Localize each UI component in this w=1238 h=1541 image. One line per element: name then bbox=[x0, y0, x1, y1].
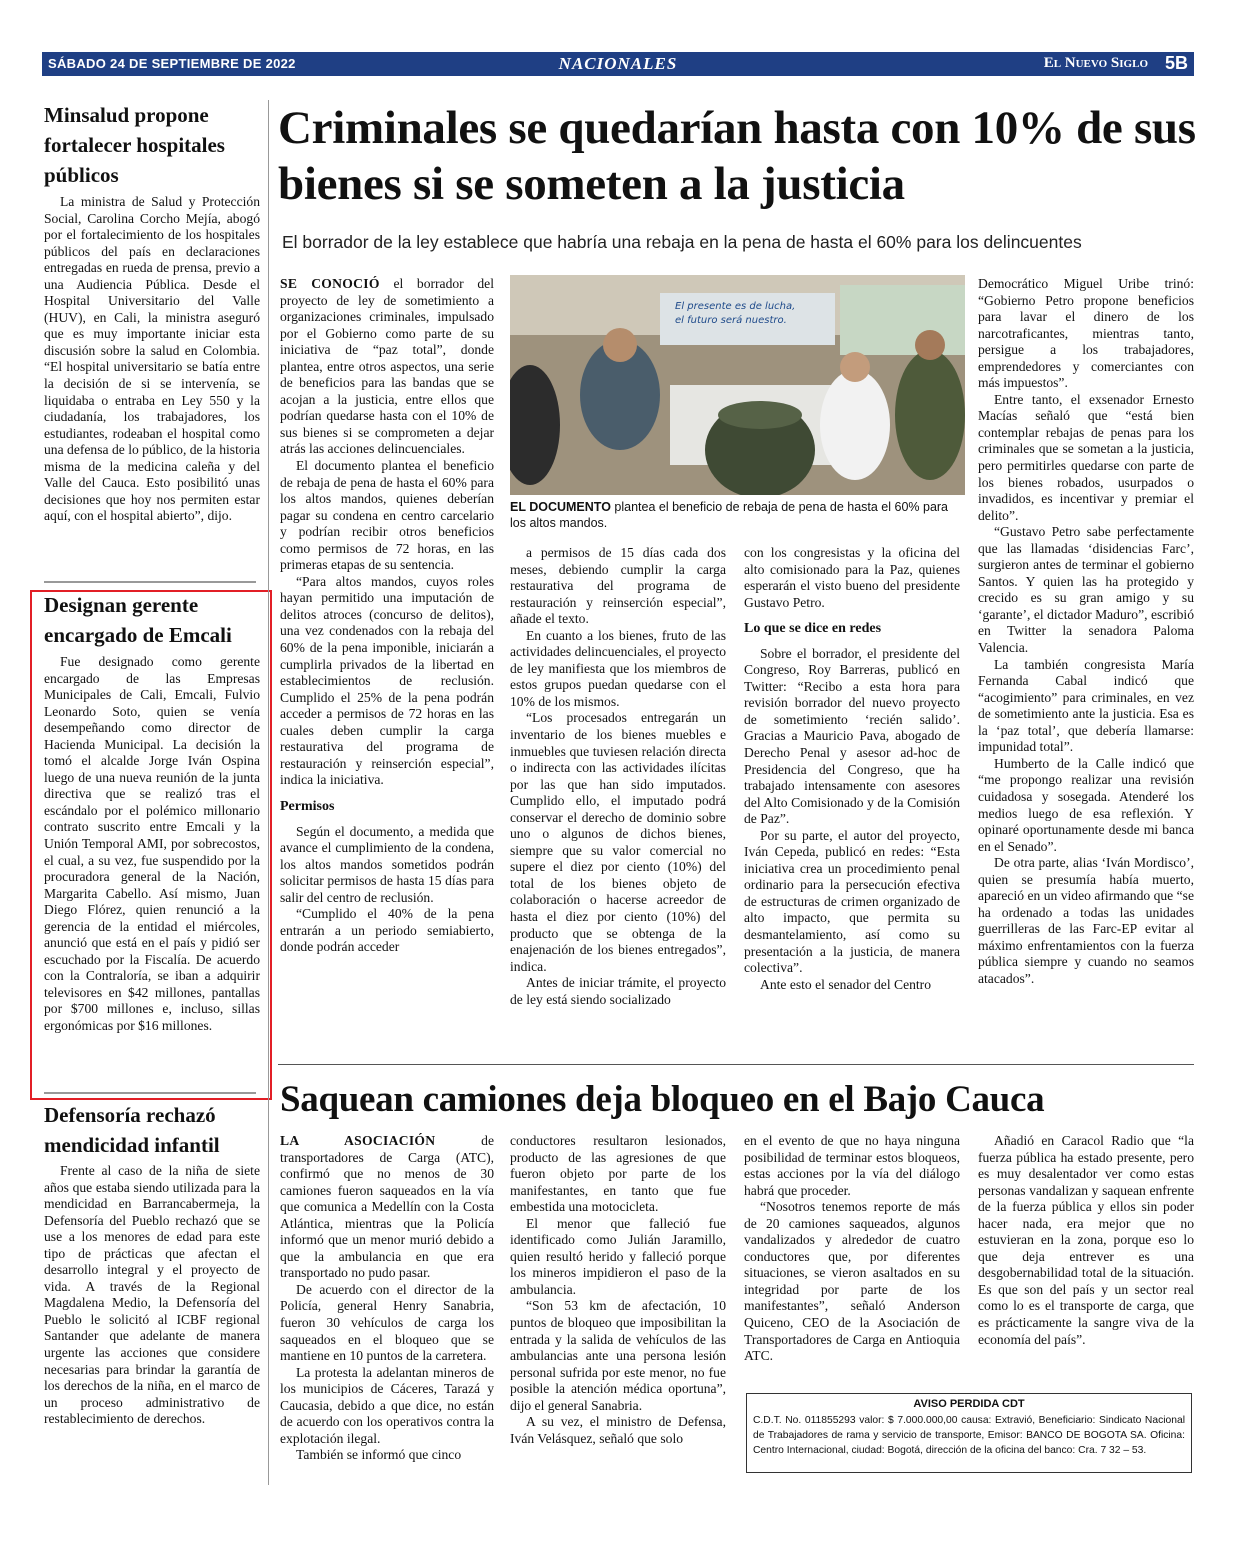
main-lead-paragraph bbox=[280, 276, 494, 458]
paragraph: Añadió en Caracol Radio que “la fuerza pública ha estado presente, pero es muy desalentador ver como estas personas vandalizan y saquean enfrente de la fuerza pública y ellos sin poder hacer nada, era mejor que no estuvieran en la zona, porque eso lo que deja entrever es una desgobernabilidad total de la situación. Es que son del país y un sector real como lo es el transporte de carga, que es prácticamente la sangre viva de la economía del país”. bbox=[978, 1133, 1194, 1347]
paragraph: Por su parte, el autor del proyecto, Iván Cepeda, publicó en redes: “Esta iniciativa crea un procedimiento penal ordinario para la persecución efectiva de estructuras de crimen organizado de alto impacto, que permita su desmantelamiento, así como su presentación a la justicia, de manera colectiva”. bbox=[744, 827, 960, 976]
paragraph: Ante esto el senador del Centro bbox=[760, 976, 932, 992]
paragraph: De otra parte, alias ‘Iván Mordisco’, quien se presumía había muerto, apareció en un video afirmando que “se ha ordenado a todas las unidades guerrilleras de las Farc-EP evitar al máximo enfrentamientos con la fuerza pública siempre y cuando no seamos atacados”. bbox=[978, 855, 1194, 986]
lead-word: LA ASOCIACIÓN bbox=[280, 1133, 436, 1148]
paragraph: Fue designado como gerente encargado de las Empresas Municipales de Cali, Emcali, Fulvio Leonardo Soto, quien se venía desempeñando como director de Hacienda Municipal. La decisión la tomó el alcalde Jorge Iván Ospina luego de una nueva reunión de la junta directiva que se realizó tras el escándalo por el polémico millonario contrato suscrito entre Emcali y la Unión Temporal AMI, por sobrecostos, el cual, a su vez, fue suspendido por la procuradora general de la Nación, Margarita Cabello. Así mismo, Juan Diego Flórez, quien renunció a la gerencia de la entidad el miércoles, anunció que está en el país y pidió ser escuchado por la Fiscalía. De acuerdo con la Contraloría, se iban a adquirir televisores en $42 millones, pantallas por $700 millones e, incluso, sillas ergonómicas por $16 millones. bbox=[44, 654, 260, 1034]
lead-word: SE CONOCIÓ bbox=[280, 276, 380, 291]
second-col-2 bbox=[510, 1133, 726, 1447]
paragraph: conductores resultaron lesionados, producto de las agresiones de que fueron objeto por parte de los manifestantes, en tanto que fue embestida una motocicleta. bbox=[510, 1133, 726, 1215]
side2-body bbox=[44, 654, 260, 1035]
photo-caption bbox=[510, 499, 965, 531]
aviso-body: C.D.T. No. 011855293 valor: $ 7.000.000,00 causa: Extravió, Beneficiario: Sindicato Nacional de Trabajadores de rama y servicio de transporte, Emisor: BANCO DE BOGOTA SA. Oficina: Centro Internacional, ciudad: Bogotá, dirección de la oficina del banco: Cra. 7 32 – 53. bbox=[753, 1415, 1185, 1456]
main-col-4 bbox=[978, 276, 1194, 988]
side-divider bbox=[44, 581, 256, 583]
issue-date: SÁBADO 24 DE SEPTIEMBRE DE 2022 bbox=[48, 56, 296, 71]
aviso-title: AVISO PERDIDA CDT bbox=[913, 1398, 1025, 1410]
side3-body bbox=[44, 1163, 260, 1428]
paragraph: Antes de iniciar trámite, el proyecto de ley está siendo socializado bbox=[510, 975, 726, 1007]
article-divider bbox=[278, 1064, 1194, 1065]
aviso-box bbox=[746, 1393, 1192, 1473]
side2-title: Designan gerente encargado de Emcali bbox=[44, 593, 232, 647]
lead-text: de transportadores de Carga (ATC), confirmó que no menos de 30 camiones fueron saqueados en la vía que comunica a Medellín con la Costa Atlántica, mientras que la Policía informó que un menor murió debido a que la ambulancia en que era transportado no pudo pasar. bbox=[280, 1133, 494, 1281]
side-divider bbox=[44, 1092, 256, 1094]
paragraph: De acuerdo con el director de la Policía, general Henry Sanabria, fueron 30 vehículos de carga los saqueados en el bloqueo que se mantiene en 10 puntos de la carretera. bbox=[280, 1281, 494, 1364]
main-deck: El borrador de la ley establece que habría una rebaja en la pena de hasta el 60% para los delincuentes bbox=[282, 232, 1082, 252]
article-photo bbox=[510, 275, 965, 495]
paragraph: La también congresista María Fernanda Cabal indicó que “acogimiento” para criminales, en vez de sometimiento ante la justicia. Esa es la ‘paz total’, que debería llamarse: impunidad total”. bbox=[978, 656, 1194, 755]
page-header-bar bbox=[42, 52, 1194, 76]
paragraph: en el evento de que no haya ninguna posibilidad de terminar estos bloqueos, estas acciones por la vía del diálogo habrá que proceder. bbox=[744, 1133, 960, 1198]
paragraph: También se informó que cinco bbox=[296, 1447, 462, 1463]
paragraph: Democrático Miguel Uribe trinó: “Gobierno Petro propone beneficios para lavar el dinero de los narcotraficantes, mientras tanto, persigue a los trabajadores, emprendedores y comerciantes con más impuestos”. bbox=[978, 276, 1194, 391]
main-col-1 bbox=[280, 276, 494, 956]
paragraph: “Gustavo Petro sabe perfectamente que las llamadas ‘disidencias Farc’, surgieron antes de terminar el gobierno Santos. Y quien las ha protegido y crecido es su gran amigo y su ‘garante’, el dictador Maduro”, escribió en Twitter la senadora Paloma Valencia. bbox=[978, 524, 1194, 656]
lead-text: el borrador del proyecto de ley de sometimiento a organizaciones criminales, impulsado por el Gobierno como parte de su iniciativa de “paz total”, donde plantea, entre otros aspectos, una serie de beneficios para las bandas que se acojan a la justicia, entre ellos que podrían quedarse hasta con el 10% de sus bienes si se comprometen a dejar atrás las acciones delincuenciales. bbox=[280, 276, 494, 457]
main-headline: Criminales se quedarían hasta con 10% de sus bienes si se someten a la justicia bbox=[278, 102, 1196, 210]
second-headline: Saquean camiones deja bloqueo en el Bajo Cauca bbox=[280, 1079, 1045, 1120]
paragraph: a permisos de 15 días cada dos meses, debiendo cumplir la carga restaurativa del programa de restauración y reinserción especial”, añade el texto. bbox=[510, 545, 726, 627]
paragraph: “Cumplido el 40% de la pena entrarán a un periodo semiabierto, donde podrán acceder bbox=[280, 906, 494, 955]
paragraph: “Para altos mandos, cuyos roles hayan permitido una imputación de delitos atroces (concurso de delitos), una vez condenados con la rebaja del 60% de la pena imponible, iniciarán a cumplirla privados de la libertad en establecimientos de reclusión. Cumplido el 25% de la pena podrán acceder a permisos de 72 horas en las cuales deben cumplir la carga restaurativa del programa de restauración y reinserción especial”, indica la iniciativa. bbox=[280, 573, 494, 788]
second-col-1 bbox=[280, 1133, 494, 1464]
paragraph: Según el documento, a medida que avance el cumplimiento de la condena, los altos mandos sometidos podrán solicitar permisos de hasta 15 días para salir del centro de reclusión. bbox=[280, 823, 494, 905]
side3-title: Defensoría rechazó mendicidad infantil bbox=[44, 1103, 220, 1157]
second-lead-paragraph bbox=[280, 1133, 494, 1282]
column-divider bbox=[268, 100, 269, 1485]
section-title: NACIONALES bbox=[558, 54, 678, 73]
side1-title: Minsalud propone fortalecer hospitales públicos bbox=[44, 103, 225, 187]
caption-text: plantea el beneficio de rebaja de pena de hasta el 60% para los altos mandos. bbox=[510, 500, 949, 530]
paragraph: “Son 53 km de afectación, 10 puntos de bloqueo que imposibilitan la entrada y la salida de vehículos de las ambulancias ante una persona lesión personal sufrida por este menor, no fue posible la atención médica oportuna”, dijo el general Sanabria. bbox=[510, 1298, 726, 1413]
second-col-4 bbox=[978, 1133, 1194, 1348]
paragraph: El menor que falleció fue identificado como Julián Jaramillo, quien resultó herido y falleció porque los mineros impidieron el paso de la ambulancia. bbox=[510, 1215, 726, 1297]
paragraph: En cuanto a los bienes, fruto de las actividades delincuenciales, el proyecto de ley manifiesta que los miembros de estos grupos puedan quedarse con el 10% de los mismos. bbox=[510, 627, 726, 709]
paragraph: Frente al caso de la niña de siete años que estaba siendo utilizada para la mendicidad en Barrancabermeja, la Defensoría del Pueblo rechazó que se use a los menores de edad para este tipo de prácticas que afectan el desarrollo integral y el proyecto de vida. A través de la Regional Magdalena Medio, la Defensoría del Pueblo le solicitó al ICBF regional Santander que adelante de manera urgente las acciones que considere necesarias para brindar la garantía de los derechos de la niña, en el marco de un proceso administrativo de restablecimiento de derechos. bbox=[44, 1163, 260, 1427]
photo-banner-line1: El presente es de lucha, bbox=[675, 301, 796, 312]
paragraph: Sobre el borrador, el presidente del Congreso, Roy Barreras, publicó en Twitter: “Recibo a esta hora para revisión borrador del nuevo proyecto de sometimiento ‘recién salido’. Gracias a Mauricio Pava, abogado de Derecho Penal y asesor ad-hoc de Presidencia del Congreso, que ha trabajado intensamente con asesores del Alto Comisionado y de la Comisión de Paz”. bbox=[744, 645, 960, 827]
second-col-3 bbox=[744, 1133, 960, 1365]
photo-illustration bbox=[510, 275, 965, 495]
paragraph: A su vez, el ministro de Defensa, Iván Velásquez, señaló que solo bbox=[510, 1414, 726, 1446]
photo-banner-line2: el futuro será nuestro. bbox=[675, 315, 787, 326]
caption-lead: EL DOCUMENTO bbox=[510, 500, 611, 514]
paragraph: El documento plantea el beneficio de rebaja de pena de hasta el 60% para los altos mandos, quienes deberían pagar su condena en centro carcelario y podrían recibir otros beneficios como permisos de 72 horas, en las primeras etapas de su sentencia. bbox=[280, 458, 494, 573]
paragraph: Entre tanto, el exsenador Ernesto Macías señaló que “está bien contemplar rebajas de penas para los criminales que se sometan a la justicia, pero permitirles quedarse con parte de los bienes robados, usurpados o invadidos, es incentivar y premiar el delito”. bbox=[978, 391, 1194, 523]
subhead-permisos: Permisos bbox=[280, 798, 335, 814]
paragraph: “Los procesados entregarán un inventario de los bienes muebles e inmuebles que tuviesen relación directa o indirecta con las actividades ilícitas por las que han sido imputados. Cumplido ello, el imputado podrá conservar el derecho de dominio sobre uno o algunos de dichos bienes, siempre que su valor comercial no supere el diez por ciento (10%) del total de los bienes objeto de colaboración o hacerse acreedor de hasta el diez por ciento (10%) del producto que se obtenga de la enajenación de los bienes entregados”, indica. bbox=[510, 710, 726, 974]
main-col-3 bbox=[744, 545, 960, 993]
main-col-2 bbox=[510, 545, 726, 1008]
subhead-redes: Lo que se dice en redes bbox=[744, 621, 882, 637]
page-number: 5B bbox=[1164, 53, 1188, 73]
side1-body bbox=[44, 194, 260, 525]
paragraph: con los congresistas y la oficina del alto comisionado para la Paz, quienes esperarán el visto bueno del presidente Gustavo Petro. bbox=[744, 545, 960, 610]
paragraph: La protesta la adelantan mineros de los municipios de Cáceres, Tarazá y Caucasia, debido a que dice, no están de acuerdo con los operativos contra la explotación ilegal. bbox=[280, 1364, 494, 1446]
paragraph: Humberto de la Calle indicó que “me propongo realizar una revisión cuidadosa y sosegada. Atenderé los medios luego de esa reflexión. Y opinaré oportunamente desde mi banca en el Senado”. bbox=[978, 755, 1194, 854]
newspaper-name: El Nuevo Siglo bbox=[1043, 55, 1148, 71]
paragraph: “Nosotros tenemos reporte de más de 20 camiones saqueados, algunos vandalizados y alrededor de cuatro conductores que, por diferentes situaciones, se vieron asaltados en su integridad por parte de los manifestantes”, señaló Anderson Quiceno, CEO de la Asociación de Transportadores de Carga en Antioquia ATC. bbox=[744, 1199, 960, 1364]
paragraph: La ministra de Salud y Protección Social, Carolina Corcho Mejía, abogó por el fortalecimiento de los hospitales públicos del país en declaraciones entregadas en rueda de prensa, previo a una Audiencia Pública. Desde el Hospital Universitario del Valle (HUV), en Cali, la ministra aseguró que es muy importante iniciar esta discusión sobre la salud en Colombia. “El hospital universitario se batía entre la decisión de si se intervenía, se liquidaba o entraba en Ley 550 y la ciudadanía, los trabajadores, los estudiantes, rodeaban el hospital como una defensa de lo público, de la historia misma de la medicina caleña y del Valle del Cauca. Esto posibilitó unas decisiones que hoy nos permiten estar aquí, con el hospital abierto”, dijo. bbox=[44, 194, 260, 524]
